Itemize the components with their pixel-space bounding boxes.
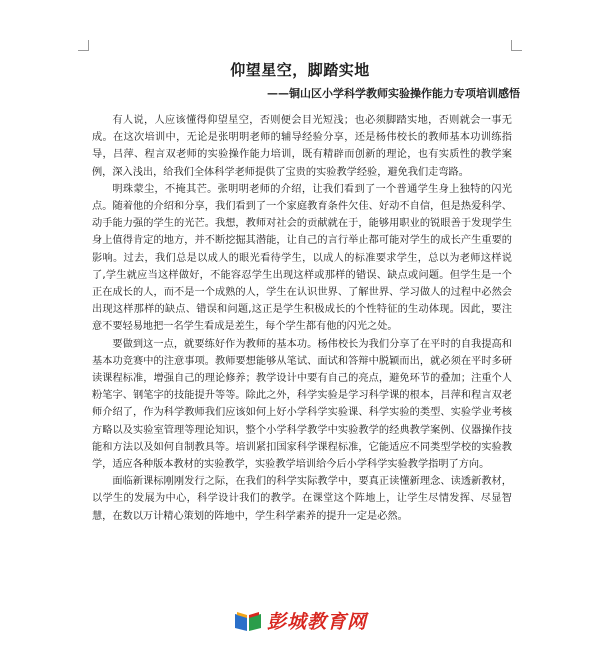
site-logo <box>0 607 600 634</box>
paragraph-3: 要做到这一点，就要练好作为教师的基本功。杨伟校长为我们分享了在平时的自我提高和基本功竞赛中的注意事项。教师要想能够从笔试、面试和答辩中脱颖而出，就必须在平时多研读课程标准，增强自己的理论修养；教学设计中要有自己的亮点，避免环节的叠加；注重个人粉笔字、钢笔字的技能提升等等。除此之外，科学实验是学习科学课的根本，吕萍和程言双老师介绍了，作为科学教师我们应该如何上好小学科学实验课、科学实验的类型、实验学业考核方略以及实验室管理等理论知识，整个小学科学教学中实验教学的经典教学案例、仪器操作技能和方法以及如何自制教具等。培训紧扣国家科学课程标准，它能适应不同类型学校的实验教学，适应各种版本教材的实验教学，实验教学培训给今后小学科学实验教学指明了方向。 <box>92 338 512 471</box>
page-corner-mark-left <box>78 40 89 51</box>
document-title: 仰望星空，脚踏实地 <box>230 61 370 79</box>
paragraph-4: 面临新课标刚刚发行之际，在我们的科学实际教学中，要真正读懂新理念、读透新教材，以学生的发展为中心，科学设计我们的教学。在课堂这个阵地上，让学生尽情发挥、尽显智慧，在数以万计精心策划的阵地中，学生科学素养的提升一定是必然。 <box>92 476 512 522</box>
logo-text: 彭城教育网 <box>266 611 367 633</box>
paragraph-2: 明珠蒙尘，不掩其芒。张明明老师的介绍，让我们看到了一个普通学生身上独特的闪光点。随着他的介绍和分享，我们看到了一个家庭教育条件欠佳、好动不自信，但是热爱科学、动手能力强的学生的光芒。我想，教师对社会的贡献就在于，能够用职业的锐眼善于发现学生身上值得肯定的地方，并不断挖掘其潜能，让自己的言行举止都可能对学生的成长产生重要的影响。过去，我们总是以成人的眼光看待学生，以成人的标准要求学生，总以为老师这样说了,学生就应当这样做好，不能容忍学生出现这样或那样的错误、缺点或问题。但学生是一个正在成长的人，而不是一个成熟的人，学生在认识世界、了解世界、学习做人的过程中必然会出现这样那样的缺点、错误和问题,这正是学生积极成长的个性特征的生动体现。因此，要注意不要轻易地把一名学生看成是差生，每个学生都有他的闪光之处。 <box>92 183 512 333</box>
book-logo-icon <box>233 610 263 632</box>
document-body <box>92 112 512 525</box>
page-corner-mark-right <box>511 40 522 51</box>
document-subtitle: ——铜山区小学科学教师实验操作能力专项培训感悟 <box>267 87 520 100</box>
paragraph-1: 有人说，人应该懂得仰望星空，否则便会目光短浅；也必须脚踏实地，否则就会一事无成。在这次培训中，无论是张明明老师的辅导经验分享，还是杨伟校长的教师基本功训练指导，吕萍、程言双老师的实验操作能力培训，既有精辟而创新的理论，也有实质性的教学案例，深入浅出，给我们全体科学老师提供了宝贵的实验教学经验，避免我们走弯路。 <box>92 115 512 178</box>
